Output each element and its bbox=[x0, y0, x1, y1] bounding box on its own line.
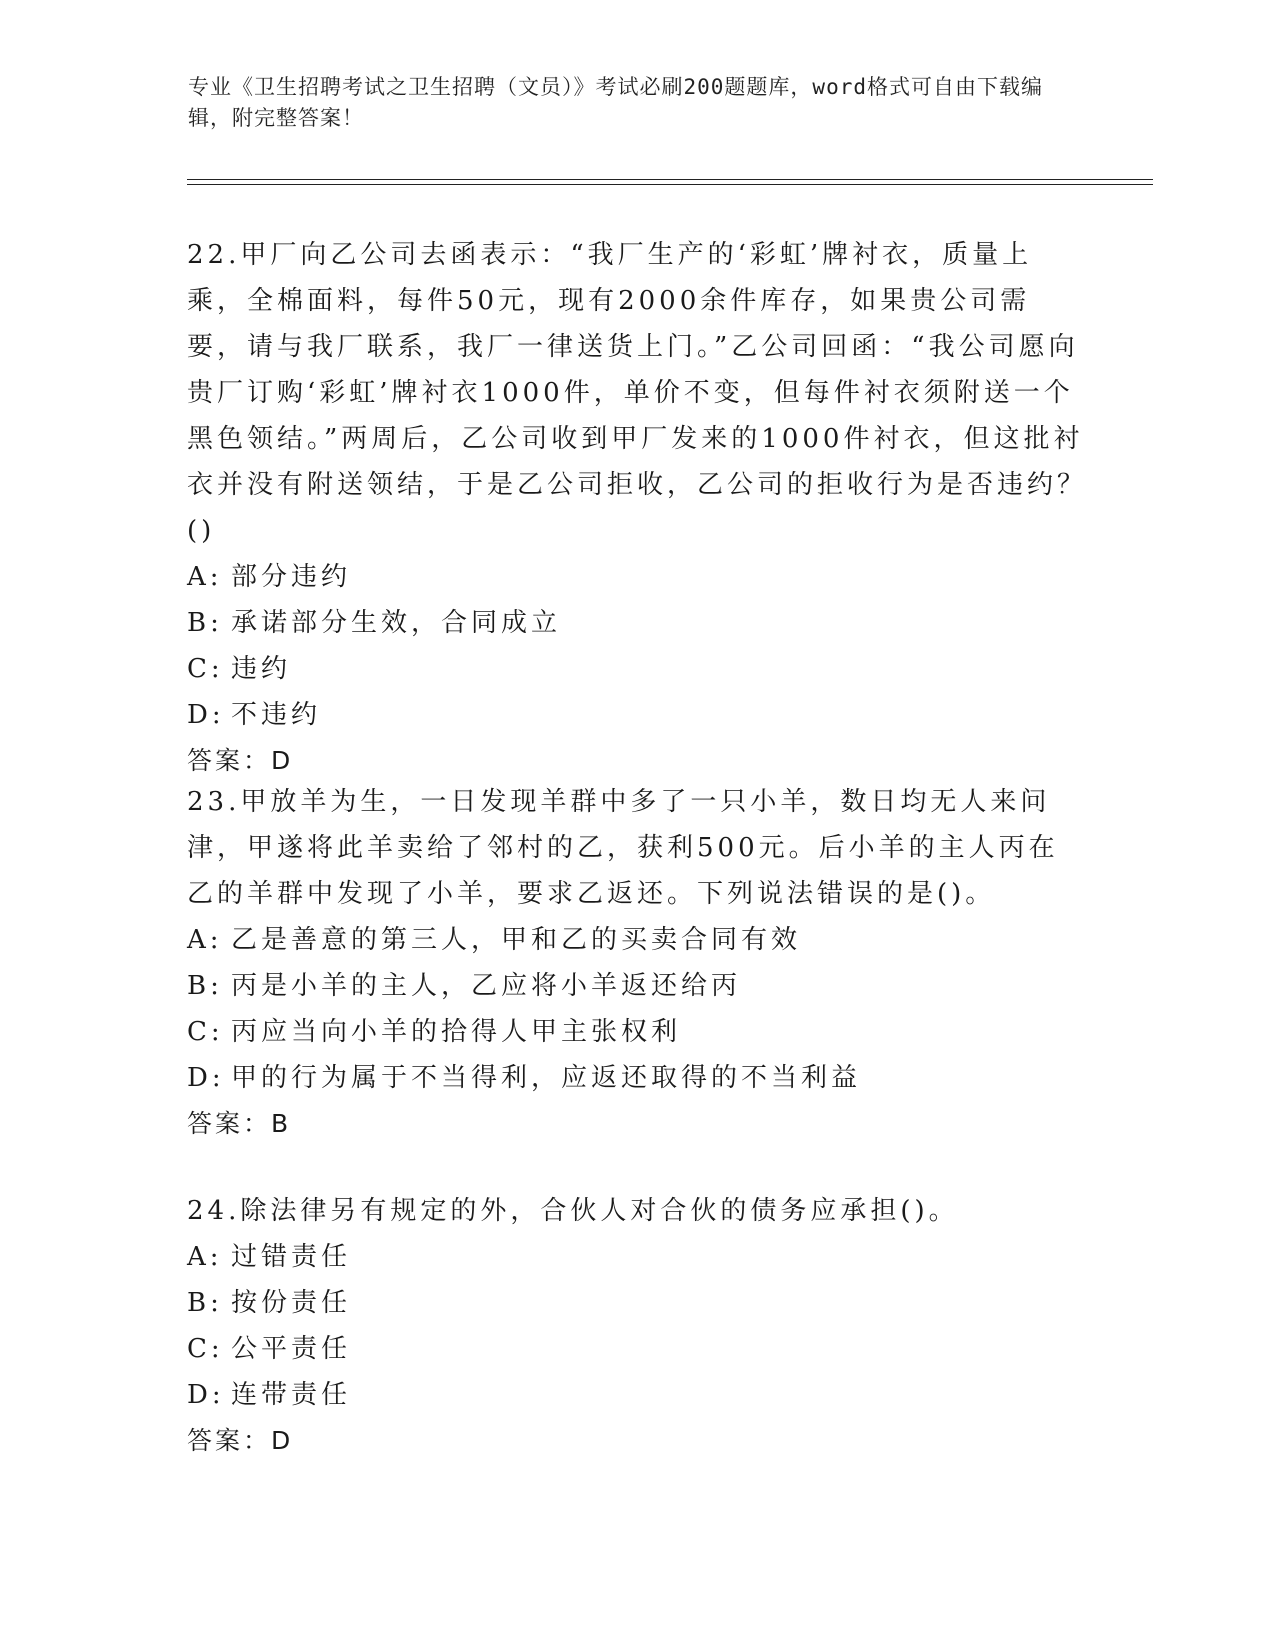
option-text: 违约 bbox=[231, 654, 292, 684]
header-divider-top bbox=[187, 179, 1153, 180]
option-text: 连带责任 bbox=[231, 1380, 352, 1410]
question-stem: 22.甲厂向乙公司去函表示：“我厂生产的‘彩虹’牌衬衣，质量上乘，全棉面料，每件50元，现有2000余件库存，如果贵公司需要，请与我厂联系，我厂一律送货上门。”乙公司回函：“我公司愿向贵厂订购‘彩虹’牌衬衣1000件，单价不变，但每件衬衣须附送一个黑色领结。”两周后，乙公司收到甲厂发来的1000件衬衣，但这批衬衣并没有附送领结，于是乙公司拒收，乙公司的拒收行为是否违约？() bbox=[187, 240, 1088, 546]
option-text: 乙是善意的第三人，甲和乙的买卖合同有效 bbox=[231, 925, 802, 955]
option-b bbox=[187, 600, 1087, 646]
option-c bbox=[187, 1326, 1087, 1372]
option-text: 按份责任 bbox=[231, 1288, 352, 1318]
option-letter: C: bbox=[187, 654, 224, 684]
option-text: 过错责任 bbox=[231, 1242, 352, 1272]
option-letter: A: bbox=[187, 925, 223, 955]
option-b bbox=[187, 1280, 1087, 1326]
option-letter: D: bbox=[187, 1380, 225, 1410]
option-letter: C: bbox=[187, 1334, 224, 1364]
option-letter: C: bbox=[187, 1017, 224, 1047]
answer-line: 答案：D bbox=[187, 746, 294, 775]
option-letter: A: bbox=[187, 1242, 223, 1272]
question-stem: 23.甲放羊为生，一日发现羊群中多了一只小羊，数日均无人来问津，甲遂将此羊卖给了邻村的乙，获利500元。后小羊的主人丙在乙的羊群中发现了小羊，要求乙返还。下列说法错误的是()。 bbox=[187, 787, 1059, 909]
option-d bbox=[187, 692, 1087, 738]
option-c bbox=[187, 1009, 1087, 1055]
question-24 bbox=[187, 1188, 1087, 1464]
option-letter: B: bbox=[187, 1288, 223, 1318]
option-text: 丙应当向小羊的拾得人甲主张权利 bbox=[231, 1017, 682, 1047]
document-header: 专业《卫生招聘考试之卫生招聘（文员）》考试必刷200题题库，word格式可自由下载编辑，附完整答案！ bbox=[188, 75, 1043, 130]
answer-line: 答案：D bbox=[187, 1426, 294, 1455]
option-letter: B: bbox=[187, 608, 223, 638]
option-text: 甲的行为属于不当得利，应返还取得的不当利益 bbox=[231, 1063, 862, 1093]
question-22 bbox=[187, 232, 1087, 784]
header-divider-bottom bbox=[187, 184, 1153, 185]
option-text: 不违约 bbox=[231, 700, 322, 730]
question-stem: 24.除法律另有规定的外，合伙人对合伙的债务应承担()。 bbox=[187, 1196, 959, 1226]
option-c bbox=[187, 646, 1087, 692]
option-b bbox=[187, 963, 1087, 1009]
option-letter: D: bbox=[187, 1063, 225, 1093]
answer-line: 答案：B bbox=[187, 1109, 292, 1138]
option-a bbox=[187, 1234, 1087, 1280]
option-text: 部分违约 bbox=[231, 562, 352, 592]
option-text: 承诺部分生效，合同成立 bbox=[231, 608, 562, 638]
option-letter: D: bbox=[187, 700, 225, 730]
option-a bbox=[187, 917, 1087, 963]
option-text: 公平责任 bbox=[231, 1334, 352, 1364]
option-a bbox=[187, 554, 1087, 600]
option-text: 丙是小羊的主人，乙应将小羊返还给丙 bbox=[231, 971, 742, 1001]
option-letter: B: bbox=[187, 971, 223, 1001]
option-letter: A: bbox=[187, 562, 223, 592]
question-23 bbox=[187, 779, 1087, 1147]
option-d bbox=[187, 1372, 1087, 1418]
option-d bbox=[187, 1055, 1087, 1101]
